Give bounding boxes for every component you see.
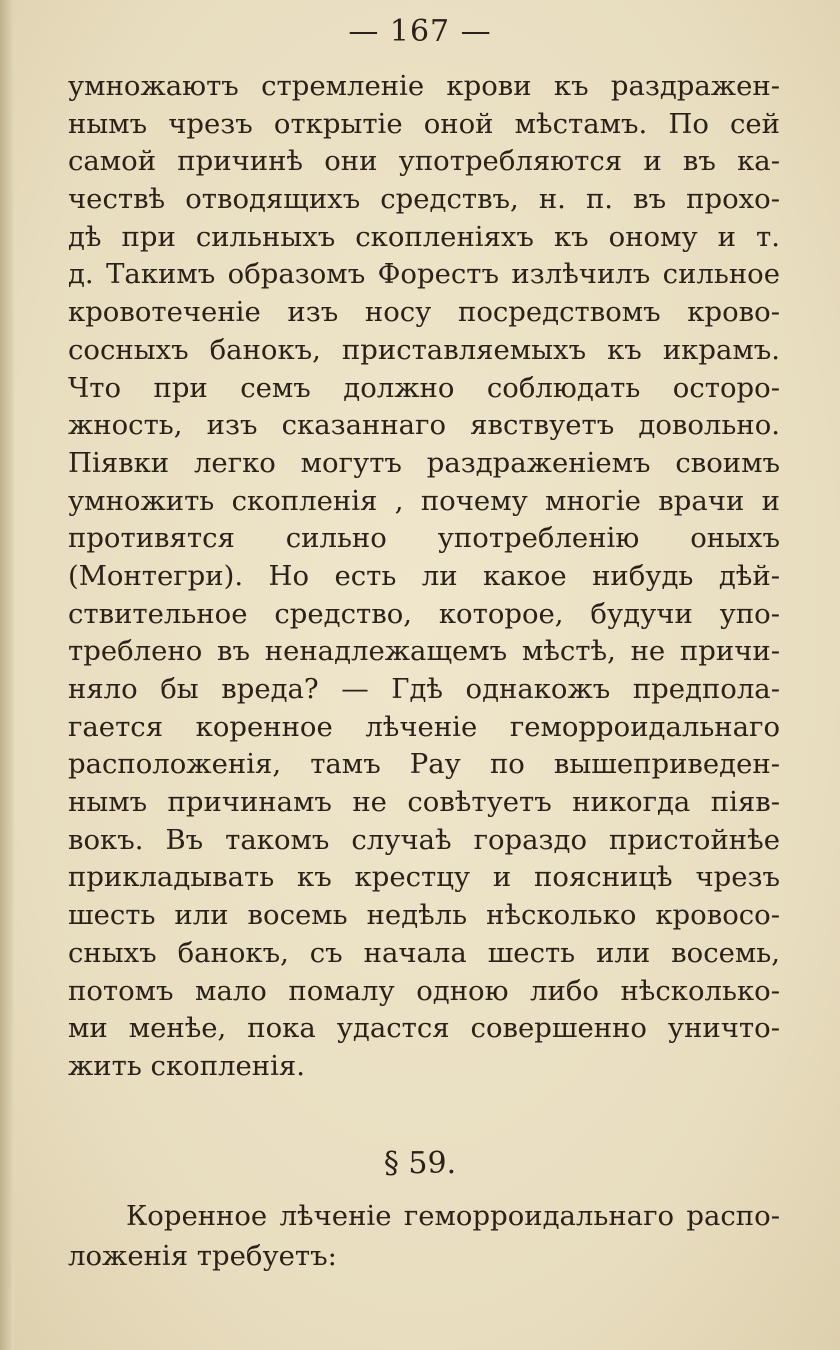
- text-line: кровотеченіе изъ носу посредствомъ крово-: [68, 296, 780, 329]
- text-line: ложенія требуетъ:: [68, 1240, 337, 1272]
- text-line: Коренное лѣченіе геморроидальнаго распо-: [126, 1200, 780, 1232]
- text-line: умножаютъ стремленіе крови къ раздражен-: [68, 70, 780, 102]
- text-line: жить скопленія.: [68, 1049, 305, 1082]
- text-line: гается коренное лѣченіе геморроидальнаго: [68, 710, 780, 743]
- text-line: ствительное средство, которое, будучи упо-: [68, 597, 780, 630]
- text-line: жность, изъ сказаннаго явствуетъ довольно.: [68, 409, 780, 442]
- text-line: чествѣ отводящихъ средствъ, н. п. въ прохо-: [68, 183, 780, 216]
- page-number-header: — 167 —: [348, 14, 492, 49]
- text-line: самой причинѣ они употребляются и въ ка-: [68, 145, 780, 178]
- section-heading: § 59.: [383, 1146, 457, 1181]
- text-line: сосныхъ банокъ, приставляемыхъ къ икрамъ.: [68, 333, 780, 366]
- text-line: шесть или восемь недѣль нѣсколько кровосо-: [68, 899, 780, 932]
- main-paragraph: [68, 68, 780, 1086]
- text-line: умножить скопленія , почему многіе врачи и: [68, 484, 780, 517]
- text-line: противятся сильно употребленію оныхъ: [68, 522, 780, 555]
- text-line: ми менѣе, пока удастся совершенно уничто-: [68, 1012, 780, 1045]
- text-line: Что при семъ должно соблюдать осторо-: [68, 371, 780, 404]
- text-line: потомъ мало помалу одною либо нѣсколько-: [68, 974, 780, 1007]
- text-line: прикладывать къ крестцу и поясницѣ чрезъ: [68, 861, 780, 894]
- text-line: нымъ чрезъ открытіе оной мѣстамъ. По сей: [68, 107, 780, 140]
- text-line: треблено въ ненадлежащемъ мѣстѣ, не причи-: [68, 635, 780, 668]
- text-line: (Монтегри). Но есть ли какое нибудь дѣй-: [68, 559, 780, 592]
- text-line: дѣ при сильныхъ скопленіяхъ къ оному и т.: [68, 220, 780, 253]
- text-line: вокъ. Въ такомъ случаѣ гораздо пристойнѣе: [68, 823, 780, 856]
- text-line: няло бы вреда? — Гдѣ однакожъ предпола-: [68, 673, 780, 705]
- section-paragraph: [68, 1196, 780, 1276]
- text-line: д. Такимъ образомъ Форестъ излѣчилъ сильное: [68, 258, 780, 291]
- text-line: расположенія, тамъ Рау по вышеприведен-: [68, 748, 780, 781]
- text-line: нымъ причинамъ не совѣтуетъ никогда піяв-: [68, 786, 780, 819]
- text-line: сныхъ банокъ, съ начала шесть или восемь,: [68, 936, 780, 969]
- text-line: Піявки легко могутъ раздраженіемъ своимъ: [68, 446, 780, 479]
